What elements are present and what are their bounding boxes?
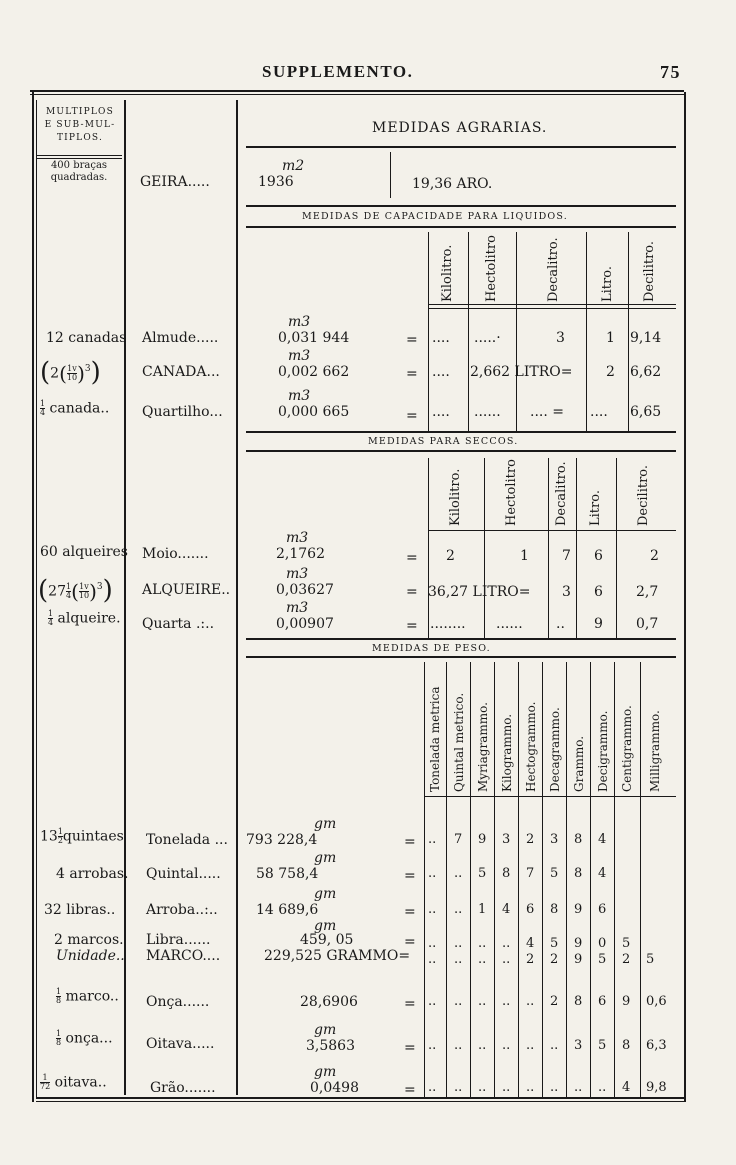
- peso-cell: ..: [478, 1038, 487, 1053]
- peso-col: Milligrammo.: [648, 710, 662, 792]
- peso-cell: 4: [526, 936, 535, 951]
- liq-row-2-multiple: (2( $\frac{1v}{10}$ )$^3$): [40, 357, 101, 388]
- liq-row-1-cell: ....: [432, 330, 450, 346]
- peso-cell: 1: [478, 902, 487, 917]
- peso-cell: ..: [428, 936, 437, 951]
- peso-cell: ..: [502, 1038, 511, 1053]
- peso-cell: ..: [454, 902, 463, 917]
- sec-col-litro: Litro.: [588, 490, 603, 526]
- peso-cell: ..: [502, 936, 511, 951]
- peso-col: Quintal metrico.: [452, 692, 466, 792]
- peso-row-6-multiple: $\frac{1}{8}$ marco..: [56, 987, 119, 1005]
- peso-cell: ..: [550, 1038, 559, 1053]
- peso-cell: ..: [428, 1038, 437, 1053]
- peso-cell: 9: [478, 832, 487, 847]
- liq-row-2-value: 0,002 662: [278, 364, 350, 380]
- sec-row-2-cell: 6: [594, 584, 603, 600]
- sec-row-3-cell: 0,7: [636, 616, 659, 632]
- peso-cell: 2: [550, 952, 559, 967]
- peso-col: Kilogrammo.: [500, 713, 514, 792]
- peso-col: Decagrammo.: [548, 707, 562, 792]
- liq-col-hectolitro: Hectolitro: [484, 235, 499, 302]
- fraction: $\frac{1}{8}$: [56, 987, 62, 1005]
- peso-cell: 5: [622, 936, 631, 951]
- peso-row-4-name: Libra......: [146, 932, 211, 948]
- peso-row-4-value: 459, 05: [300, 932, 354, 948]
- peso-cell: 3: [550, 832, 559, 847]
- peso-col: Centigrammo.: [620, 705, 634, 792]
- peso-cell: 2: [550, 994, 559, 1009]
- liq-row-1-value: 0,031 944: [278, 330, 350, 346]
- peso-row-7-name: Oitava.....: [146, 1036, 215, 1052]
- peso-cell: 6: [526, 902, 535, 917]
- peso-cell: 5: [478, 866, 487, 881]
- liq-row-3-multiple: $\frac{1}{4}$ canada..: [40, 399, 110, 417]
- peso-cell: 6,3: [646, 1038, 667, 1053]
- peso-row-1-eq: =: [404, 834, 416, 850]
- sec-row-1-eq: =: [406, 550, 418, 566]
- fraction: $\frac{1v}{10}$: [78, 582, 90, 601]
- peso-row-4-eq: =: [404, 934, 416, 950]
- seccos-title: MEDIDAS PARA SECCOS.: [368, 436, 519, 447]
- sec-row-2-cell: 2,7: [636, 584, 659, 600]
- peso-row-7-value: 3,5863: [306, 1038, 355, 1054]
- sec-row-1-cell: 7: [562, 548, 571, 564]
- liq-row-1-cell: 1: [606, 330, 615, 346]
- peso-cell: 5: [598, 1038, 607, 1053]
- peso-cell: 8: [502, 866, 511, 881]
- sec-row-3-multiple: $\frac{1}{4}$ alqueire.: [48, 609, 121, 627]
- peso-cell: ..: [428, 866, 437, 881]
- peso-cell: ..: [478, 1080, 487, 1095]
- peso-row-1-multiple: 13 $\frac{1}{2}$ quintaes: [40, 827, 124, 845]
- liq-row-1-cell: 9,14: [630, 330, 662, 346]
- multiplos-header: MULTIPLOS E SUB-MUL- TIPLOS.: [44, 107, 116, 143]
- peso-cell: 4: [622, 1080, 631, 1095]
- liq-col-litro: Litro.: [600, 266, 615, 302]
- liq-row-3-cell: 6,65: [630, 404, 662, 420]
- peso-cell: ..: [454, 936, 463, 951]
- peso-col: Tonelada metrica: [428, 686, 442, 792]
- liq-col-decalitro: Decalitro.: [546, 237, 561, 302]
- peso-col: Decigrammo.: [596, 710, 610, 792]
- peso-cell: ..: [454, 1038, 463, 1053]
- peso-row-5-value: 229,525 GRAMMO=: [264, 948, 411, 964]
- peso-cell: 2: [526, 832, 535, 847]
- sec-row-2-name: ALQUEIRE..: [142, 582, 231, 598]
- sec-row-1-value: 2,1762: [276, 546, 325, 562]
- peso-row-1-value: 793 228,4: [246, 832, 318, 848]
- peso-cell: ..: [454, 866, 463, 881]
- peso-cell: 9: [574, 936, 583, 951]
- bracas-note: 400 braças quadradas.: [50, 160, 108, 183]
- liq-row-2-name: CANADA...: [142, 364, 220, 380]
- sec-row-2-unit: m3: [286, 566, 309, 582]
- sec-row-1-name: Moio.......: [142, 546, 209, 562]
- peso-col: Grammo.: [572, 735, 586, 792]
- peso-cell: 9: [574, 902, 583, 917]
- fraction: $\frac{1}{4}$: [65, 582, 72, 601]
- peso-cell: 4: [502, 902, 511, 917]
- fraction: $\frac{1}{4}$: [48, 609, 54, 627]
- peso-unit: gm: [314, 1064, 337, 1080]
- peso-row-6-eq: =: [404, 996, 416, 1012]
- peso-row-5-name: MARCO....: [146, 948, 221, 964]
- peso-row-2-multiple: 4 arrobas.: [56, 866, 129, 882]
- peso-cell: 5: [550, 866, 559, 881]
- peso-unit: gm: [314, 918, 337, 934]
- sec-row-2-cell: 36,27 LITRO=: [428, 584, 531, 600]
- geira-name: GEIRA.....: [140, 174, 210, 190]
- peso-cell: ..: [428, 994, 437, 1009]
- sec-row-2-value: 0,03627: [276, 582, 334, 598]
- peso-cell: ..: [502, 994, 511, 1009]
- peso-row-5-multiple: Unidade..: [56, 948, 125, 964]
- peso-cell: ..: [428, 832, 437, 847]
- peso-cell: ..: [550, 1080, 559, 1095]
- peso-row-3-value: 14 689,6: [256, 902, 319, 918]
- sec-row-1-cell: 2: [446, 548, 455, 564]
- sec-row-3-cell: ......: [496, 616, 523, 632]
- peso-cell: 8: [574, 832, 583, 847]
- peso-cell: 0,6: [646, 994, 667, 1009]
- agrarias-title: MEDIDAS AGRARIAS.: [372, 120, 548, 136]
- liq-row-3-cell: .... =: [530, 404, 564, 420]
- peso-row-1-name: Tonelada ...: [146, 832, 228, 848]
- liq-row-1-multiple: 12 canadas: [46, 330, 127, 346]
- peso-cell: ..: [454, 1080, 463, 1095]
- liq-row-2-cell: ....: [432, 364, 450, 380]
- peso-cell: 3: [574, 1038, 583, 1053]
- peso-cell: 9: [622, 994, 631, 1009]
- peso-cell: ..: [526, 1080, 535, 1095]
- sec-row-3-name: Quarta .:..: [142, 616, 215, 632]
- liq-row-3-value: 0,000 665: [278, 404, 350, 420]
- liq-row-3-cell: ....: [590, 404, 608, 420]
- page-number: 75: [660, 62, 681, 82]
- peso-cell: ..: [478, 936, 487, 951]
- peso-row-4-multiple: 2 marcos.: [54, 932, 124, 948]
- peso-row-8-eq: =: [404, 1082, 416, 1098]
- peso-cell: 6: [598, 994, 607, 1009]
- liq-row-2-eq: =: [406, 366, 418, 382]
- peso-cell: 9: [574, 952, 583, 967]
- sec-col-hectolitro: Hectolitro: [504, 459, 519, 526]
- fraction: $\frac{1}{2}$: [57, 827, 63, 845]
- liq-row-1-eq: =: [406, 332, 418, 348]
- liq-row-3-cell: ....: [432, 404, 450, 420]
- peso-cell: 0: [598, 936, 607, 951]
- peso-cell: 4: [598, 832, 607, 847]
- liq-row-2-cell: 6,62: [630, 364, 662, 380]
- peso-cell: ..: [478, 994, 487, 1009]
- peso-cell: ..: [428, 952, 437, 967]
- peso-cell: ..: [428, 1080, 437, 1095]
- liq-row-2-cell: 2: [606, 364, 615, 380]
- sec-row-2-multiple: (27 $\frac{1}{4}$ ( $\frac{1v}{10}$ )$^3$): [38, 575, 113, 606]
- peso-cell: 5: [598, 952, 607, 967]
- peso-cell: 5: [550, 936, 559, 951]
- peso-cell: 3: [502, 832, 511, 847]
- peso-col: Myriagrammo.: [476, 702, 490, 792]
- peso-row-8-value: 0,0498: [310, 1080, 359, 1096]
- liq-row-2-unit: m3: [288, 348, 311, 364]
- peso-unit: gm: [314, 886, 337, 902]
- sec-row-3-cell: ........: [430, 616, 466, 632]
- peso-row-7-eq: =: [404, 1040, 416, 1056]
- liq-row-3-eq: =: [406, 408, 418, 424]
- peso-row-2-name: Quintal.....: [146, 866, 221, 882]
- sec-row-2-eq: =: [406, 584, 418, 600]
- sec-row-1-multiple: 60 alqueires: [40, 544, 128, 560]
- liq-row-3-unit: m3: [288, 388, 311, 404]
- liq-row-1-cell: .....·: [474, 330, 501, 346]
- peso-col: Hectogrammo.: [524, 701, 538, 792]
- sec-row-1-cell: 2: [650, 548, 659, 564]
- liq-row-2-cell: 2,662 LITRO=: [470, 364, 573, 380]
- peso-row-7-multiple: $\frac{1}{8}$ onça...: [56, 1029, 113, 1047]
- peso-row-8-name: Grão.......: [150, 1080, 216, 1096]
- peso-title: MEDIDAS DE PESO.: [372, 643, 491, 654]
- peso-cell: 8: [574, 994, 583, 1009]
- liq-col-kilolitro: Kilolitro.: [440, 244, 455, 302]
- peso-cell: 2: [526, 952, 535, 967]
- liq-row-3-cell: ......: [474, 404, 501, 420]
- peso-cell: ..: [574, 1080, 583, 1095]
- liq-row-3-name: Quartilho...: [142, 404, 223, 420]
- peso-cell: ..: [502, 1080, 511, 1095]
- liq-col-decilitro: Decilitro.: [642, 240, 657, 302]
- peso-cell: 9,8: [646, 1080, 667, 1095]
- peso-row-6-name: Onça......: [146, 994, 210, 1010]
- fraction: $\frac{1}{72}$: [40, 1073, 51, 1091]
- page-title: SUPPLEMENTO.: [262, 62, 414, 81]
- sec-row-3-cell: 9: [594, 616, 603, 632]
- geira-equivalent: 19,36 ARO.: [412, 176, 493, 192]
- sec-row-3-cell: ..: [556, 616, 565, 632]
- sec-row-3-eq: =: [406, 618, 418, 634]
- peso-row-3-name: Arroba..:..: [146, 902, 218, 918]
- sec-col-decilitro: Decilitro.: [636, 464, 651, 526]
- peso-cell: 4: [598, 866, 607, 881]
- peso-row-8-multiple: $\frac{1}{72}$ oitava..: [40, 1073, 107, 1091]
- fraction: $\frac{1}{4}$: [40, 399, 46, 417]
- fraction: $\frac{1}{8}$: [56, 1029, 62, 1047]
- peso-row-3-multiple: 32 libras..: [44, 902, 116, 918]
- sec-row-1-cell: 1: [520, 548, 529, 564]
- fraction: $\frac{1v}{10}$: [66, 364, 78, 383]
- peso-row-2-value: 58 758,4: [256, 866, 319, 882]
- peso-cell: 5: [646, 952, 655, 967]
- peso-cell: 8: [622, 1038, 631, 1053]
- peso-cell: ..: [598, 1080, 607, 1095]
- peso-cell: ..: [478, 952, 487, 967]
- peso-cell: ..: [502, 952, 511, 967]
- peso-cell: ..: [526, 994, 535, 1009]
- peso-unit: gm: [314, 850, 337, 866]
- sec-row-1-cell: 6: [594, 548, 603, 564]
- peso-cell: ..: [454, 994, 463, 1009]
- liquidos-title: MEDIDAS DE CAPACIDADE PARA LIQUIDOS.: [302, 211, 569, 222]
- liq-row-1-unit: m3: [288, 314, 311, 330]
- peso-cell: 7: [526, 866, 535, 881]
- peso-cell: 7: [454, 832, 463, 847]
- peso-cell: 8: [550, 902, 559, 917]
- peso-unit: gm: [314, 1022, 337, 1038]
- sec-row-2-cell: 3: [562, 584, 571, 600]
- sec-col-kilolitro: Kilolitro.: [448, 468, 463, 526]
- peso-row-3-eq: =: [404, 904, 416, 920]
- peso-row-2-eq: =: [404, 868, 416, 884]
- sec-row-3-value: 0,00907: [276, 616, 334, 632]
- sec-row-1-unit: m3: [286, 530, 309, 546]
- geira-value: 1936: [258, 174, 294, 190]
- liq-row-1-cell: 3: [556, 330, 565, 346]
- sec-row-3-unit: m3: [286, 600, 309, 616]
- peso-cell: 6: [598, 902, 607, 917]
- peso-cell: 2: [622, 952, 631, 967]
- peso-row-6-value: 28,6906: [300, 994, 358, 1010]
- sec-col-decalitro: Decalitro.: [554, 461, 569, 526]
- liq-row-1-name: Almude.....: [142, 330, 219, 346]
- peso-cell: ..: [428, 902, 437, 917]
- agrarias-unit: m2: [282, 158, 305, 174]
- peso-cell: ..: [454, 952, 463, 967]
- peso-cell: 8: [574, 866, 583, 881]
- peso-unit: gm: [314, 816, 337, 832]
- peso-cell: ..: [526, 1038, 535, 1053]
